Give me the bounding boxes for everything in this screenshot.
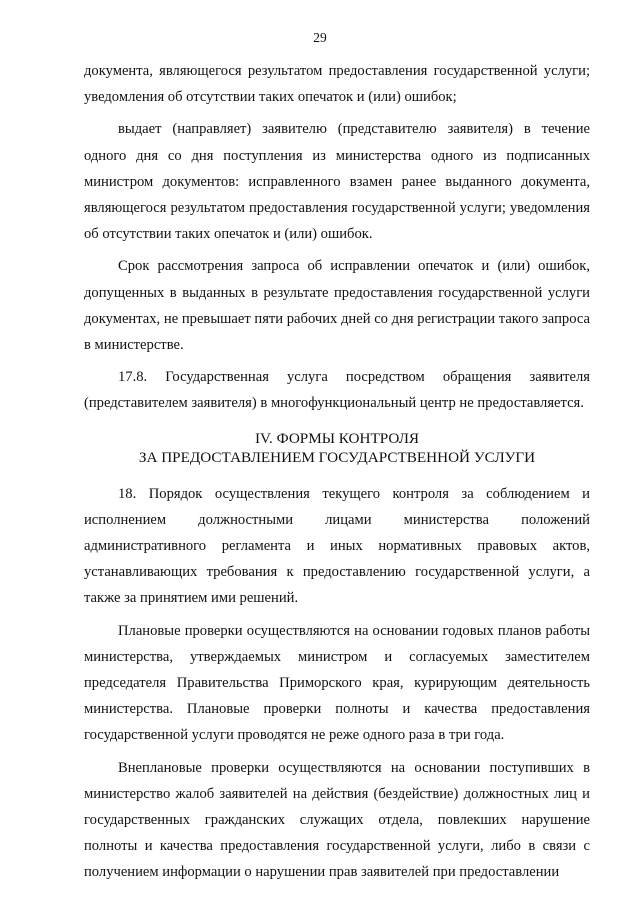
paragraph-issue-documents: выдает (направляет) заявителю (представителю заявителя) в течение одного дня со дня поступления из министерства одного из подписанных министром документов: исправленного взамен ранее выданного документа, являющегося результатом предоставления государственной услуги; уведомления об отсутствии таких опечаток и (или) ошибок. — [84, 121, 590, 243]
section-heading — [84, 429, 590, 467]
paragraph-unplanned-checks: Внеплановые проверки осуществляются на основании поступивших в министерство жалоб заявителей на действия (бездействие) должностных лиц и государственных гражданских служащих отдела, повлекших нарушение полноты и качества предоставления государственной услуги, либо в связи с получением информации о нарушении прав заявителей при предоставлении — [84, 759, 590, 881]
paragraph-18: 18. Порядок осуществления текущего контроля за соблюдением и исполнением должностными лицами министерства положений административного регламента и иных нормативных правовых актов, устанавливающих требования к предоставлению государственной услуги, а также за принятием ими решений. — [84, 485, 590, 607]
section-heading-line-1: IV. ФОРМЫ КОНТРОЛЯ — [254, 429, 420, 447]
paragraph-17-8: 17.8. Государственная услуга посредством обращения заявителя (представителем заявителя) в многофункциональный центр не предоставляется. — [84, 369, 590, 412]
section-heading-line-2: ЗА ПРЕДОСТАВЛЕНИЕМ ГОСУДАРСТВЕННОЙ УСЛУГИ — [138, 448, 536, 466]
paragraph-continuation: документа, являющегося результатом предоставления государственной услуги; уведомления об отсутствии таких опечаток и (или) ошибок; — [84, 63, 590, 106]
document-body — [84, 58, 590, 886]
page-number: 29 — [313, 30, 327, 45]
paragraph-planned-checks: Плановые проверки осуществляются на основании годовых планов работы министерства, утверждаемых министром и согласуемых заместителем председателя Правительства Приморского края, курирующим деятельность министерства. Плановые проверки полноты и качества предоставления государственной услуги проводятся не реже одного раза в три года. — [84, 622, 590, 744]
paragraph-review-period: Срок рассмотрения запроса об исправлении опечаток и (или) ошибок, допущенных в выданных в результате предоставления государственной услуги документах, не превышает пяти рабочих дней со дня регистрации такого запроса в министерстве. — [84, 258, 590, 354]
